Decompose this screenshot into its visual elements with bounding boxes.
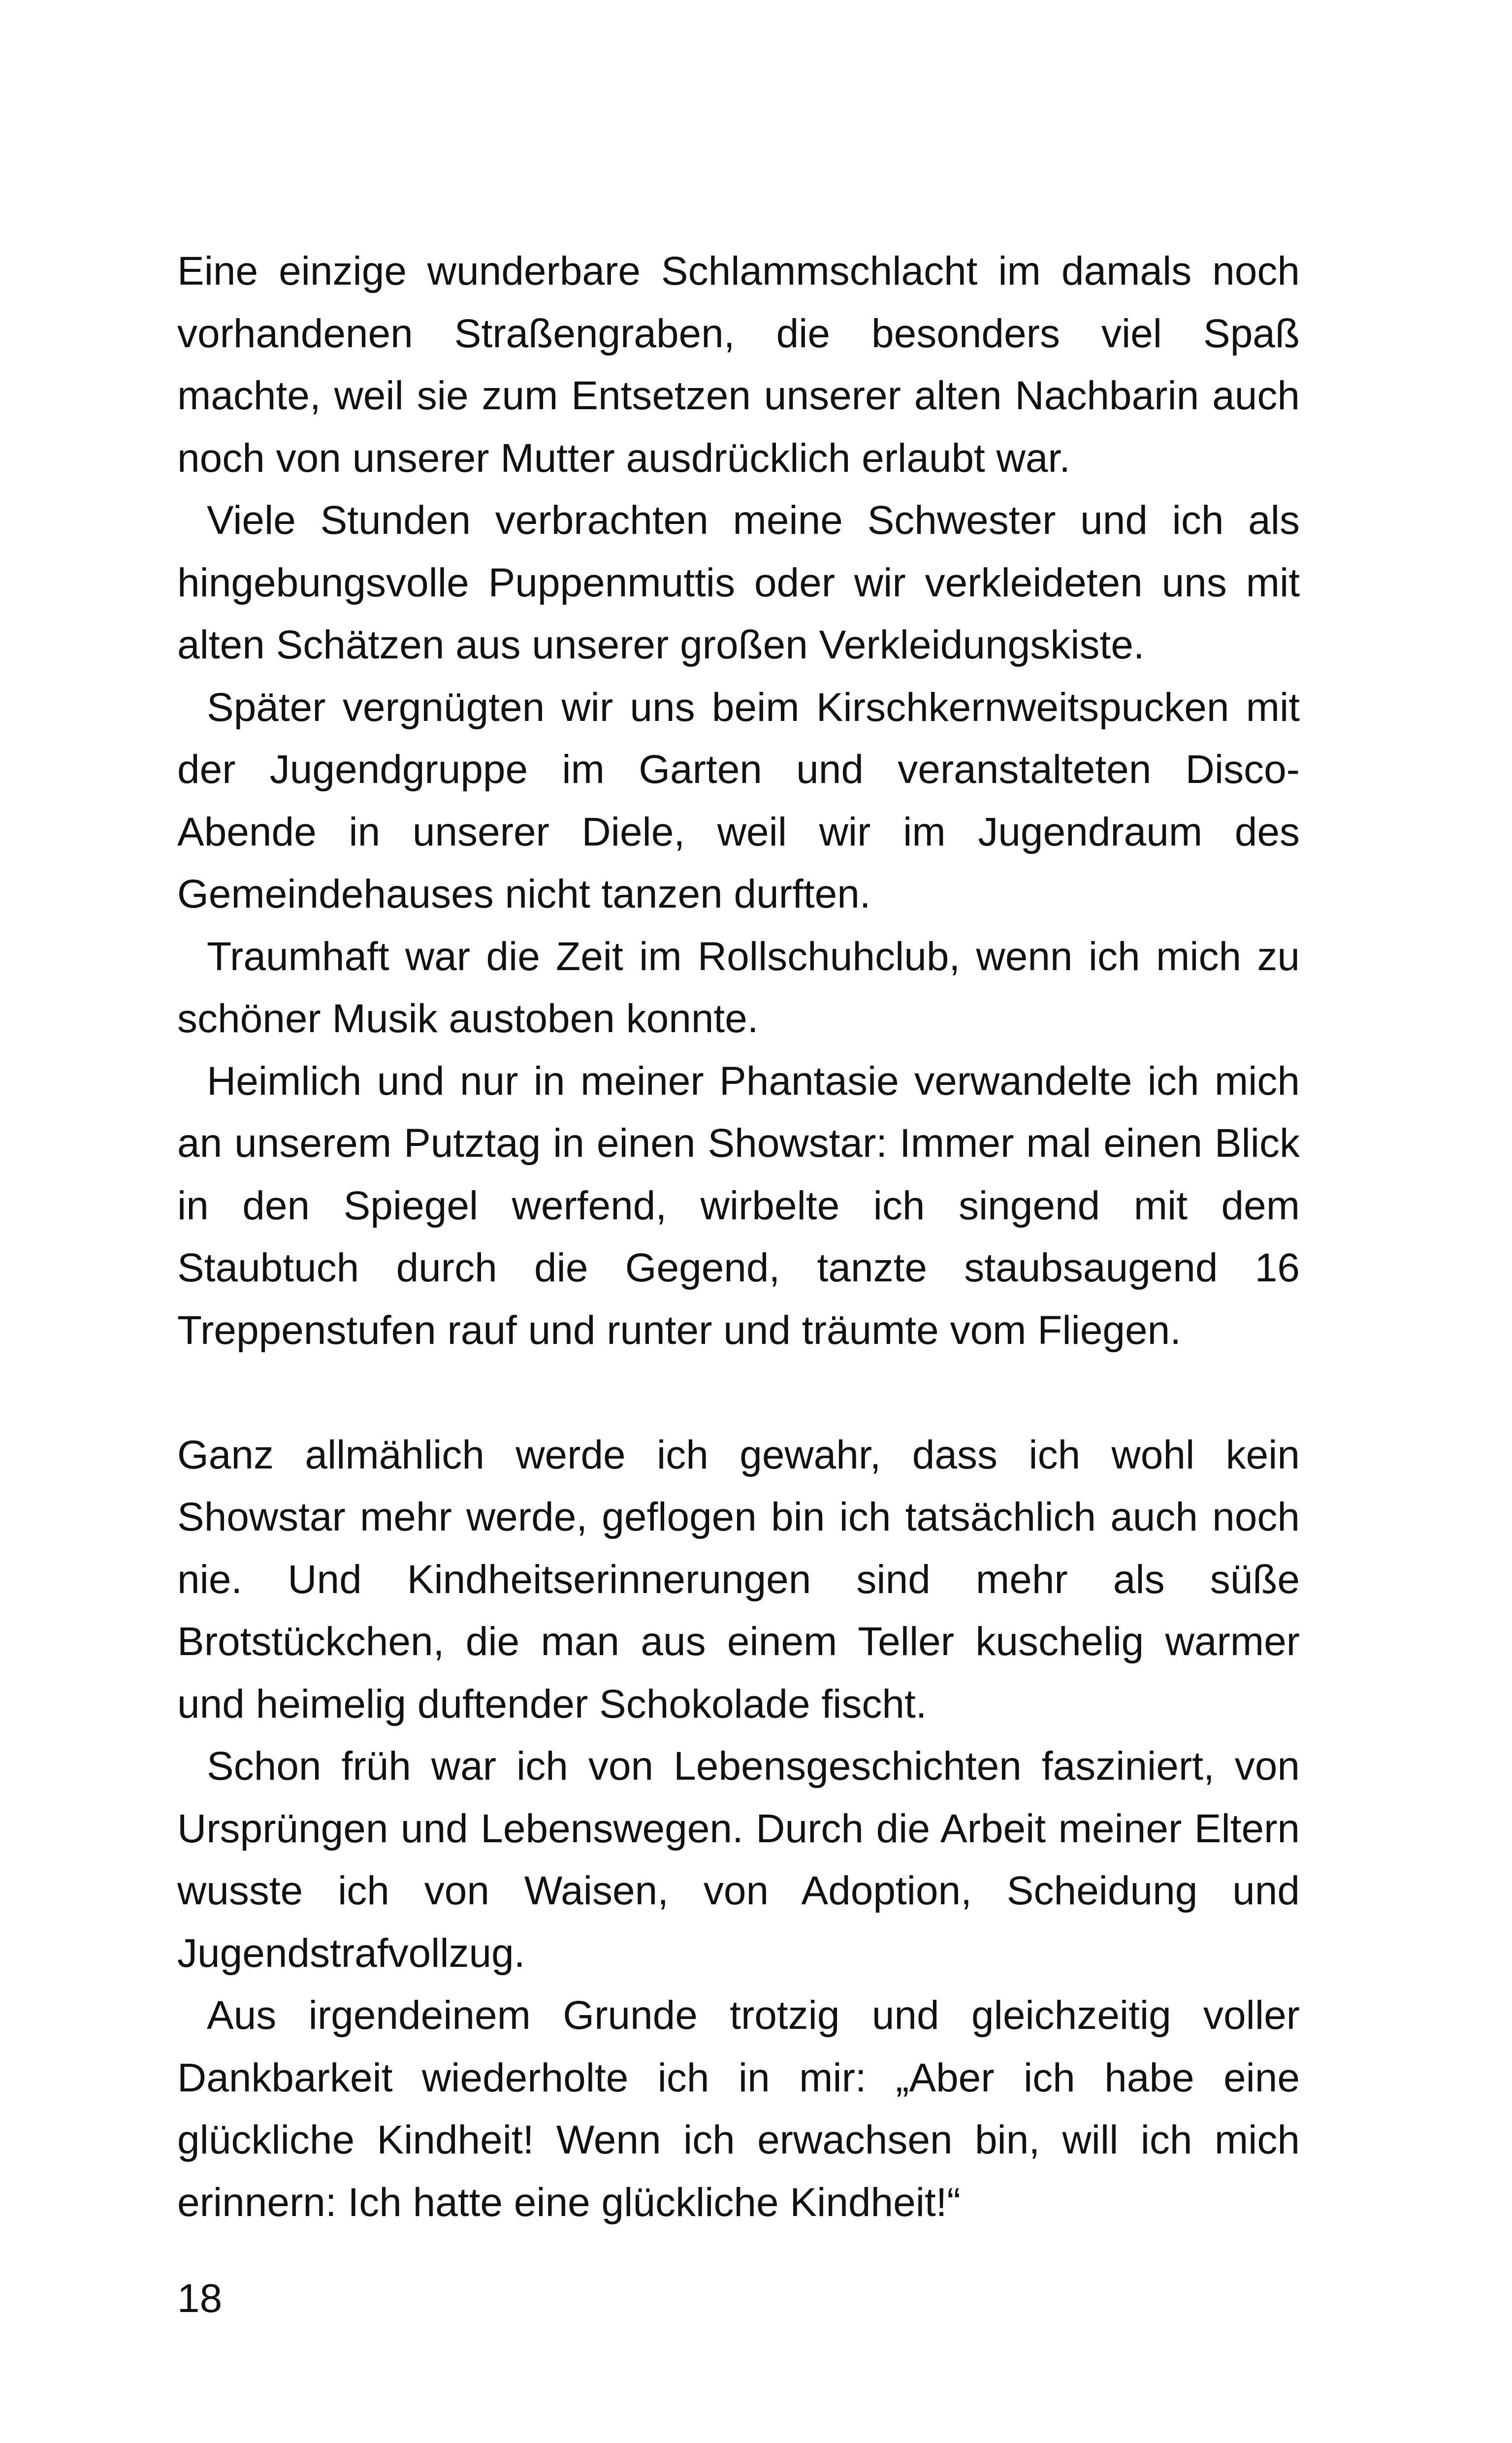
paragraph-schlammschlacht: Eine einzige wunderbare Schlammschlacht im damals noch vorhandenen Straßengraben, die besonders viel Spaß machte, weil sie zum Entsetzen unserer alten Nachbarin auch noch von unserer Mutter ausdrücklich erlaubt war. [177, 249, 1300, 481]
paragraph-glueckliche-kindheit: Aus irgendeinem Grunde trotzig und gleichzeitig voller Dankbarkeit wiederholte ich in mir: „Aber ich habe eine glückliche Kindheit! Wenn ich erwachsen bin, will ich mich erinnern: Ich hatte eine glückliche Kindheit!“ [177, 1993, 1300, 2225]
paragraph-lebensgeschichten: Schon früh war ich von Lebensgeschichten fasziniert, von Ursprüngen und Lebenswegen. Durch die Arbeit meiner Eltern wusste ich von Waisen, von Adoption, Scheidung und Jugendstrafvollzug. [177, 1744, 1300, 1976]
paragraph-disco-abende: Später vergnügten wir uns beim Kirschkernweitspucken mit der Jugendgruppe im Garten und veranstalteten Disco-Abende in unserer Diele, weil wir im Jugendraum des Gemeindehauses nicht tanzen durften. [177, 684, 1300, 916]
paragraph-puppenmuttis: Viele Stunden verbrachten meine Schwester und ich als hingebungsvolle Puppenmuttis oder wir verkleideten uns mit alten Schätzen aus unserer großen Verkleidungskiste. [177, 498, 1300, 667]
section-break [177, 1362, 1300, 1424]
paragraph-showstar: Heimlich und nur in meiner Phantasie verwandelte ich mich an unserem Putztag in einen Showstar: Immer mal einen Blick in den Spiegel werfend, wirbelte ich singend mit dem Staubtuch durch die Gegend, tanzte staubsaugend 16 Treppenstufen rauf und runter und träumte vom Fliegen. [177, 1058, 1300, 1353]
paragraph-kindheitserinnerungen: Ganz allmählich werde ich gewahr, dass ich wohl kein Showstar mehr werde, geflogen bin ich tatsächlich auch noch nie. Und Kindheitserinnerungen sind mehr als süße Brotstückchen, die man aus einem Teller kuschelig warmer und heimelig duftender Schokolade fischt. [177, 1432, 1300, 1726]
paragraph-rollschuhclub: Traumhaft war die Zeit im Rollschuhclub, wenn ich mich zu schöner Musik austoben konnte. [177, 934, 1300, 1041]
body-text [177, 240, 1300, 2234]
page-number: 18 [177, 2276, 223, 2321]
